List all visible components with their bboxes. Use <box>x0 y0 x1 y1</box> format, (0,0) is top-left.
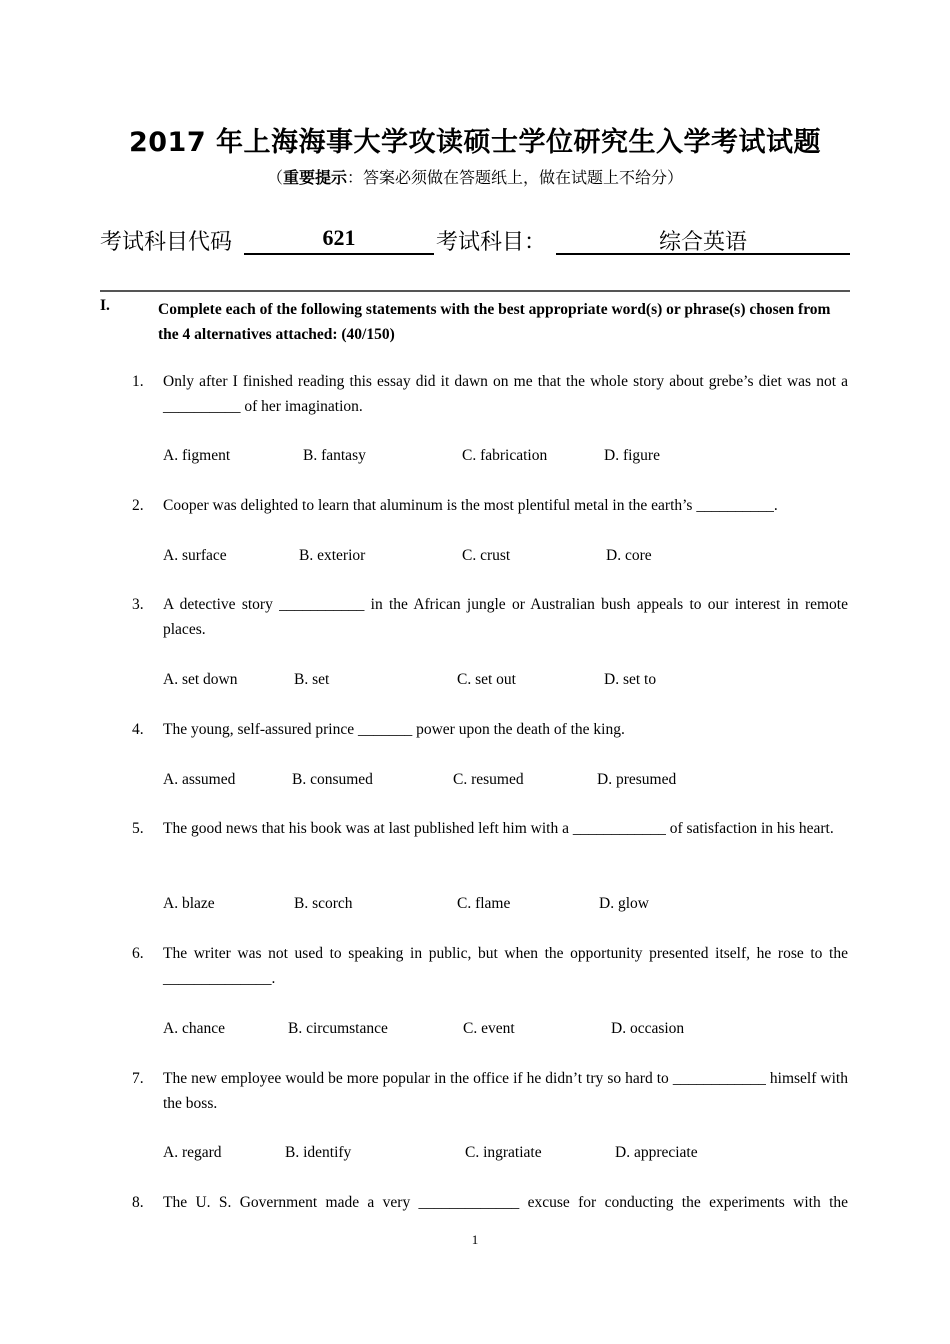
option-a: A. surface <box>163 547 227 564</box>
question-stem: The young, self-assured prince _______ power upon the death of the king. <box>163 721 625 738</box>
option-b: B. fantasy <box>303 447 366 464</box>
answer-options <box>163 1140 853 1165</box>
option-b: B. identify <box>285 1144 352 1161</box>
option-d: D. appreciate <box>615 1144 698 1161</box>
option-b: B. consumed <box>292 771 373 788</box>
notice-label: 重要提示 <box>282 168 347 187</box>
option-c: C. fabrication <box>462 447 548 464</box>
option-a: A. chance <box>163 1020 225 1037</box>
answer-options <box>163 1016 853 1041</box>
question-stem: A detective story ___________ in the African jungle or Australian bush appeals to our interest in remote places. <box>163 596 848 638</box>
subject-name-label: 考试科目： <box>436 230 547 255</box>
option-a: A. blaze <box>163 895 215 912</box>
option-b: B. set <box>294 671 330 688</box>
subject-name-field <box>556 225 850 255</box>
question-stem: The good news that his book was at last published left him with a ____________ of satisfaction in his heart. <box>163 820 834 837</box>
question-stem: Cooper was delighted to learn that aluminum is the most plentiful metal in the earth’s __________. <box>163 497 778 514</box>
question-stem: The new employee would be more popular in the office if he didn’t try so hard to ____________ himself with the boss. <box>163 1070 848 1112</box>
notice-open-paren: （ <box>266 168 283 187</box>
subject-code-field <box>244 225 434 255</box>
option-c: C. crust <box>462 547 511 564</box>
answer-options <box>163 767 853 792</box>
option-d: D. figure <box>604 447 660 464</box>
option-a: A. set down <box>163 671 238 688</box>
question-number: 7. <box>132 1070 144 1087</box>
question-stem: The U. S. Government made a very _____________ excuse for conducting the experiments with the <box>163 1194 848 1211</box>
option-b: B. scorch <box>294 895 353 912</box>
exam-title: 2017 年上海海事大学攻读硕士学位研究生入学考试试题 <box>128 127 822 158</box>
option-b: B. circumstance <box>288 1020 388 1037</box>
option-b: B. exterior <box>299 547 366 564</box>
page-number: 1 <box>471 1232 479 1247</box>
option-c: C. flame <box>457 895 511 912</box>
subject-code-label: 考试科目代码 <box>100 230 233 255</box>
option-d: D. glow <box>599 895 649 912</box>
option-a: A. assumed <box>163 771 236 788</box>
notice-text: ：答案必须做在答题纸上，做在试题上不给分） <box>347 168 684 187</box>
question-number: 2. <box>132 497 144 514</box>
answer-options <box>163 543 853 568</box>
question-number: 8. <box>132 1194 144 1211</box>
section-number: I. <box>100 297 110 314</box>
option-a: A. figment <box>163 447 231 464</box>
section-instruction: Complete each of the following statements with the best appropriate word(s) or phrase(s) chosen from the 4 alternatives attached: (40/150) <box>158 301 831 343</box>
question-stem: Only after I finished reading this essay did it dawn on me that the whole story about grebe’s diet was not a __________ of her imagination. <box>163 373 848 415</box>
important-notice <box>0 165 950 188</box>
answer-options <box>163 667 853 692</box>
question-number: 5. <box>132 820 144 837</box>
question-number: 4. <box>132 721 144 738</box>
header-divider <box>100 290 850 292</box>
subject-name-value: 综合英语 <box>658 230 747 255</box>
option-c: C. event <box>463 1020 515 1037</box>
option-d: D. presumed <box>597 771 677 788</box>
option-c: C. set out <box>457 671 516 688</box>
option-c: C. resumed <box>453 771 524 788</box>
subject-code-value: 621 <box>322 225 356 250</box>
question-number: 3. <box>132 596 144 613</box>
question-number: 6. <box>132 945 144 962</box>
answer-options <box>163 443 853 468</box>
option-d: D. set to <box>604 671 657 688</box>
subject-line <box>100 225 850 257</box>
question-stem: The writer was not used to speaking in public, but when the opportunity presented itself, he rose to the ______________. <box>163 945 848 987</box>
option-d: D. occasion <box>611 1020 685 1037</box>
option-d: D. core <box>606 547 652 564</box>
option-c: C. ingratiate <box>465 1144 542 1161</box>
answer-options <box>163 891 853 916</box>
option-a: A. regard <box>163 1144 222 1161</box>
question-number: 1. <box>132 373 144 390</box>
